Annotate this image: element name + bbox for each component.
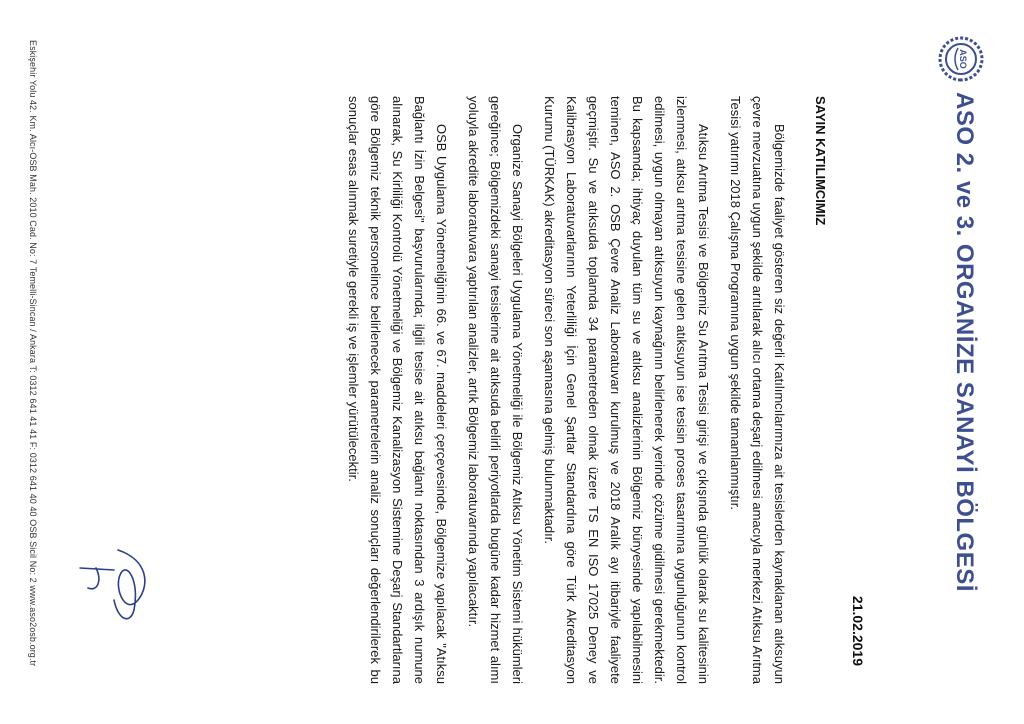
paragraph-1: Bölgemizde faaliyet gösteren siz değerli Katılımcılarımıza ait tesislerden kaynaklanan atıksuyun çevre mevzuatına uygun şekilde arıtılarak alıcı ortama deşarj edilmesi amacıyla merkezi Atıksu Arıtma Tesisi yatırımı 2018 Çalışma Programına uygun şekilde tamamlanmıştır. — [728, 96, 787, 684]
paragraph-2: Atıksu Arıtma Tesisi ve Bölgemiz Su Arıtma Tesisi girişi ve çıkışında günlük olarak su kalitesinin izlenmesi, atıksu arıtma tesisine gelen atıksuyun ise tesisin proses tasarımına uygunluğunun kontrol edilmesi, uygun olmayan atıksuyun kaynağının belirlenerek yerinde çözüme gidilmesi gerekmektedir. Bu kapsamda; ihtiyaç duyulan tüm su ve atıksu analizlerinin Bölgemiz bünyesinde yapılabilmesini teminen, ASO 2. OSB Çevre Analiz Laboratuvarı kurulmuş ve 2018 Aralık ayı itibariyle faaliyete geçmiştir. Su ve atıksuda toplamda 34 parametreden olmak üzere TS EN ISO 17025 Deney ve Kalibrasyon Laboratuvarlarının Yeterliliği İçin Genel Şartlar Standardına göre Türk Akreditasyon Kurumu (TÜRKAK) akreditasyon süreci son aşamasına gelmiş bulunmaktadır. — [542, 96, 711, 684]
paragraph-4: OSB Uygulama Yönetmeliğinin 66. ve 67. maddeleri çerçevesinde, Bölgemize yapılacak "Atıksu Bağlantı İzin Belgesi" başvurularında; ilgili tesise ait atıksu bağlantı noktasından 3 ardışık numune alınarak, Su Kirliliği Kontrolü Yönetmeliği ve Bölgemiz Kanalizasyon Sistemine Deşarj Standartlarına göre Bölgemiz teknik personelince belirlenecek parametrelerin analiz sonuçları değerlendirilerek bu sonuçlar esas alınmak suretiyle gerekli iş ve işlemler yürütülecektir. — [346, 96, 449, 684]
salutation: SAYIN KATILIMCIMIZ — [813, 96, 828, 226]
organization-title: ASO 2. ve 3. ORGANİZE SANAYİ BÖLGESİ — [951, 92, 978, 592]
footer-address: Eskişehir Yolu 42. Km. Alcı-OSB Mah. 2010 Cad. No: 7 Temelli-Sincan / Ankara T: 0312 641 41 41 F: 0312 641 40 40 OSB Sicil No: 2 www.aso2osb.org.tr — [28, 40, 38, 667]
letter-body — [332, 96, 790, 684]
paragraph-3: Organize Sanayi Bölgeleri Uygulama Yönetmeliği ile Bölgemiz Atıksu Yönetim Sistemi hükümleri gereğince; Bölgemizdeki sanayi tesislerine ait atıksuda belirli periyotlarda bugüne kadar hizmet alımı yoluyla akredite laboratuvara yaptırılan analizler, artık Bölgemiz laboratuvarında yapılacaktır. — [466, 96, 525, 684]
letterhead — [936, 36, 984, 696]
letter-date: 21.02.2019 — [850, 595, 866, 666]
signature-icon — [74, 530, 158, 640]
logo-lettering: ASO — [958, 49, 968, 69]
aso-logo-icon — [938, 36, 984, 82]
